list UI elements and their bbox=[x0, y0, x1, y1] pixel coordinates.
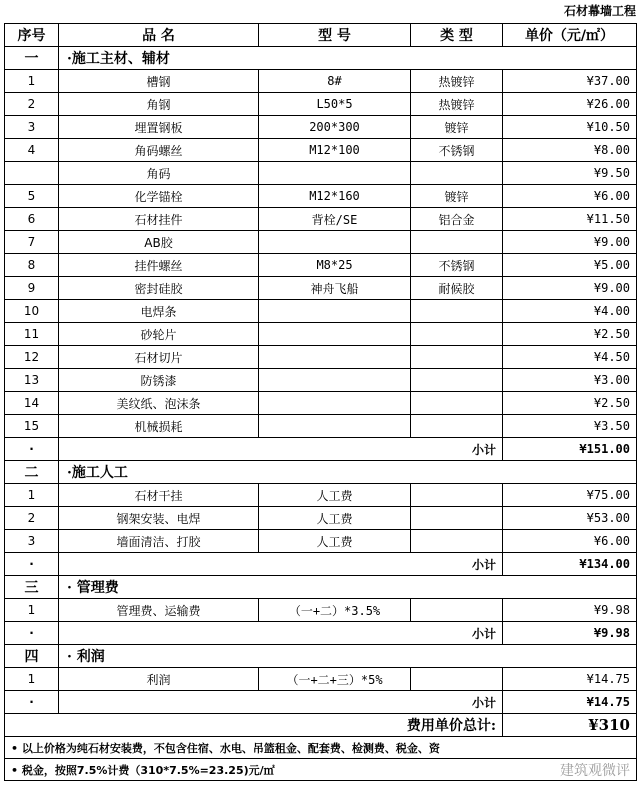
row-index: 9 bbox=[5, 277, 59, 300]
table-row bbox=[5, 162, 637, 185]
row-index: 1 bbox=[5, 484, 59, 507]
table-row bbox=[5, 116, 637, 139]
row-price: ¥10.50 bbox=[503, 116, 637, 139]
row-model: 人工费 bbox=[259, 530, 411, 553]
subtotal-value: ¥151.00 bbox=[503, 438, 637, 461]
row-name: 埋置钢板 bbox=[59, 116, 259, 139]
table-row bbox=[5, 392, 637, 415]
row-type bbox=[411, 300, 503, 323]
row-index: 3 bbox=[5, 530, 59, 553]
row-model: （一+二）*3.5% bbox=[259, 599, 411, 622]
section-number: 四 bbox=[5, 645, 59, 668]
section-title-row bbox=[5, 576, 637, 599]
subtotal-row bbox=[5, 438, 637, 461]
row-index: 8 bbox=[5, 254, 59, 277]
row-type bbox=[411, 507, 503, 530]
row-price: ¥53.00 bbox=[503, 507, 637, 530]
row-type bbox=[411, 599, 503, 622]
row-type: 不锈钢 bbox=[411, 139, 503, 162]
row-type: 不锈钢 bbox=[411, 254, 503, 277]
row-model: 8# bbox=[259, 70, 411, 93]
note-row bbox=[5, 737, 637, 759]
row-type: 铝合金 bbox=[411, 208, 503, 231]
row-type bbox=[411, 415, 503, 438]
subtotal-mark: · bbox=[5, 622, 59, 645]
row-model: M12*100 bbox=[259, 139, 411, 162]
row-name: 美纹纸、泡沫条 bbox=[59, 392, 259, 415]
row-model: M8*25 bbox=[259, 254, 411, 277]
row-type bbox=[411, 392, 503, 415]
row-type bbox=[411, 668, 503, 691]
row-name: 角钢 bbox=[59, 93, 259, 116]
row-type bbox=[411, 323, 503, 346]
row-type: 镀锌 bbox=[411, 185, 503, 208]
table-row bbox=[5, 668, 637, 691]
row-name: 槽钢 bbox=[59, 70, 259, 93]
row-price: ¥26.00 bbox=[503, 93, 637, 116]
table-row bbox=[5, 139, 637, 162]
row-model: （一+二+三）*5% bbox=[259, 668, 411, 691]
table-row bbox=[5, 185, 637, 208]
subtotal-row bbox=[5, 691, 637, 714]
row-price: ¥4.50 bbox=[503, 346, 637, 369]
row-type bbox=[411, 484, 503, 507]
row-name: 化学锚栓 bbox=[59, 185, 259, 208]
row-type bbox=[411, 346, 503, 369]
section-number: 三 bbox=[5, 576, 59, 599]
row-price: ¥9.00 bbox=[503, 277, 637, 300]
row-model bbox=[259, 415, 411, 438]
row-name: 密封硅胶 bbox=[59, 277, 259, 300]
table-row bbox=[5, 484, 637, 507]
row-name: 挂件螺丝 bbox=[59, 254, 259, 277]
row-name: 角码 bbox=[59, 162, 259, 185]
row-name: 墙面清洁、打胶 bbox=[59, 530, 259, 553]
row-index: 2 bbox=[5, 507, 59, 530]
table-row bbox=[5, 208, 637, 231]
subtotal-mark: · bbox=[5, 438, 59, 461]
section-title: ·施工主材、辅材 bbox=[59, 47, 637, 70]
row-price: ¥14.75 bbox=[503, 668, 637, 691]
row-model bbox=[259, 369, 411, 392]
grand-total-row bbox=[5, 714, 637, 737]
row-type bbox=[411, 369, 503, 392]
row-price: ¥5.00 bbox=[503, 254, 637, 277]
row-model: L50*5 bbox=[259, 93, 411, 116]
row-price: ¥6.00 bbox=[503, 530, 637, 553]
row-price: ¥2.50 bbox=[503, 323, 637, 346]
subtotal-mark: · bbox=[5, 691, 59, 714]
row-index: 5 bbox=[5, 185, 59, 208]
note-text: • 以上价格为纯石材安装费，不包含住宿、水电、吊篮租金、配套费、检测费、税金、资 bbox=[5, 737, 637, 759]
row-type: 耐候胶 bbox=[411, 277, 503, 300]
row-price: ¥37.00 bbox=[503, 70, 637, 93]
note-text: • 税金，按照7.5%计费（310*7.5%=23.25)元/㎡ bbox=[5, 759, 637, 781]
table-row bbox=[5, 254, 637, 277]
subtotal-label: 小计 bbox=[59, 438, 503, 461]
header-name: 品 名 bbox=[59, 24, 259, 47]
row-index: 1 bbox=[5, 599, 59, 622]
table-row bbox=[5, 70, 637, 93]
header-type: 类 型 bbox=[411, 24, 503, 47]
row-type bbox=[411, 530, 503, 553]
row-price: ¥8.00 bbox=[503, 139, 637, 162]
row-name: 防锈漆 bbox=[59, 369, 259, 392]
row-index: 1 bbox=[5, 70, 59, 93]
row-type bbox=[411, 231, 503, 254]
row-name: 石材干挂 bbox=[59, 484, 259, 507]
table-row bbox=[5, 415, 637, 438]
row-price: ¥2.50 bbox=[503, 392, 637, 415]
subtotal-row bbox=[5, 553, 637, 576]
section-title: · 管理费 bbox=[59, 576, 637, 599]
row-name: 角码螺丝 bbox=[59, 139, 259, 162]
grand-total-value: ¥310 bbox=[503, 714, 637, 737]
row-name: 钢架安装、电焊 bbox=[59, 507, 259, 530]
row-price: ¥3.50 bbox=[503, 415, 637, 438]
subtotal-value: ¥14.75 bbox=[503, 691, 637, 714]
row-index: 7 bbox=[5, 231, 59, 254]
row-model: 人工费 bbox=[259, 484, 411, 507]
header-model: 型 号 bbox=[259, 24, 411, 47]
header-row bbox=[5, 24, 637, 47]
price-table bbox=[4, 23, 637, 781]
table-row bbox=[5, 93, 637, 116]
row-index bbox=[5, 162, 59, 185]
row-model bbox=[259, 392, 411, 415]
row-price: ¥3.00 bbox=[503, 369, 637, 392]
section-title-row bbox=[5, 645, 637, 668]
row-name: 砂轮片 bbox=[59, 323, 259, 346]
row-name: 石材切片 bbox=[59, 346, 259, 369]
row-name: 利润 bbox=[59, 668, 259, 691]
row-model: M12*160 bbox=[259, 185, 411, 208]
section-title: · 利润 bbox=[59, 645, 637, 668]
row-index: 2 bbox=[5, 93, 59, 116]
price-table-body bbox=[5, 24, 637, 781]
row-name: AB胶 bbox=[59, 231, 259, 254]
row-index: 12 bbox=[5, 346, 59, 369]
row-price: ¥9.98 bbox=[503, 599, 637, 622]
row-price: ¥6.00 bbox=[503, 185, 637, 208]
section-title-row bbox=[5, 461, 637, 484]
row-model bbox=[259, 300, 411, 323]
table-row bbox=[5, 346, 637, 369]
row-index: 10 bbox=[5, 300, 59, 323]
row-model: 神舟飞船 bbox=[259, 277, 411, 300]
section-title-row bbox=[5, 47, 637, 70]
row-price: ¥9.50 bbox=[503, 162, 637, 185]
table-row bbox=[5, 530, 637, 553]
row-model bbox=[259, 231, 411, 254]
row-type: 热镀锌 bbox=[411, 93, 503, 116]
subtotal-row bbox=[5, 622, 637, 645]
grand-total-label: 费用单价总计: bbox=[5, 714, 503, 737]
table-row bbox=[5, 300, 637, 323]
row-price: ¥11.50 bbox=[503, 208, 637, 231]
row-index: 1 bbox=[5, 668, 59, 691]
table-row bbox=[5, 323, 637, 346]
row-index: 13 bbox=[5, 369, 59, 392]
row-name: 电焊条 bbox=[59, 300, 259, 323]
row-price: ¥4.00 bbox=[503, 300, 637, 323]
table-row bbox=[5, 599, 637, 622]
row-index: 4 bbox=[5, 139, 59, 162]
row-model: 200*300 bbox=[259, 116, 411, 139]
row-index: 3 bbox=[5, 116, 59, 139]
row-index: 14 bbox=[5, 392, 59, 415]
note-row bbox=[5, 759, 637, 781]
row-type: 热镀锌 bbox=[411, 70, 503, 93]
row-price: ¥75.00 bbox=[503, 484, 637, 507]
header-index: 序号 bbox=[5, 24, 59, 47]
row-model bbox=[259, 346, 411, 369]
row-model bbox=[259, 162, 411, 185]
table-row bbox=[5, 369, 637, 392]
header-price: 单价（元/㎡） bbox=[503, 24, 637, 47]
section-number: 二 bbox=[5, 461, 59, 484]
subtotal-label: 小计 bbox=[59, 622, 503, 645]
subtotal-value: ¥9.98 bbox=[503, 622, 637, 645]
subtotal-label: 小计 bbox=[59, 691, 503, 714]
row-price: ¥9.00 bbox=[503, 231, 637, 254]
subtotal-label: 小计 bbox=[59, 553, 503, 576]
row-type bbox=[411, 162, 503, 185]
row-type: 镀锌 bbox=[411, 116, 503, 139]
row-model: 人工费 bbox=[259, 507, 411, 530]
watermark-text: 建筑观微评 bbox=[560, 763, 630, 779]
table-row bbox=[5, 277, 637, 300]
table-row bbox=[5, 507, 637, 530]
table-row bbox=[5, 231, 637, 254]
row-index: 6 bbox=[5, 208, 59, 231]
section-number: 一 bbox=[5, 47, 59, 70]
row-name: 石材挂件 bbox=[59, 208, 259, 231]
subtotal-value: ¥134.00 bbox=[503, 553, 637, 576]
row-index: 15 bbox=[5, 415, 59, 438]
row-model bbox=[259, 323, 411, 346]
row-index: 11 bbox=[5, 323, 59, 346]
row-model: 背栓/SE bbox=[259, 208, 411, 231]
subtotal-mark: · bbox=[5, 553, 59, 576]
section-title: ·施工人工 bbox=[59, 461, 637, 484]
project-title: 石材幕墙工程 bbox=[563, 4, 636, 18]
row-name: 管理费、运输费 bbox=[59, 599, 259, 622]
row-name: 机械损耗 bbox=[59, 415, 259, 438]
